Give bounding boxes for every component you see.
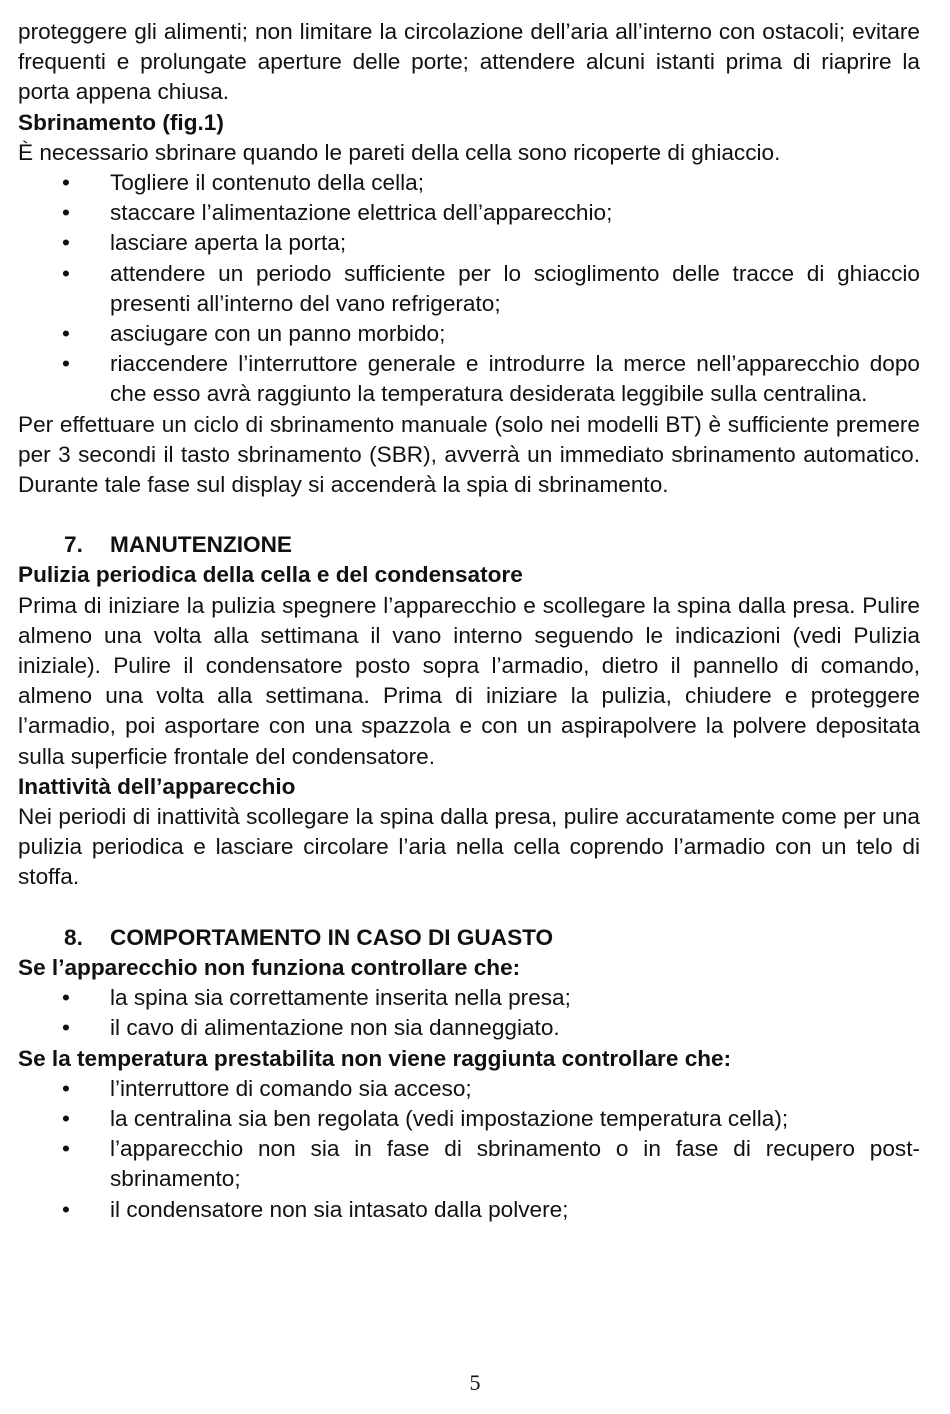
list-item-text: la centralina sia ben regolata (vedi impostazione temperatura cella); [110, 1105, 789, 1131]
manual-defrost-paragraph: Per effettuare un ciclo di sbrinamento manuale (solo nei modelli BT) è sufficiente premere per 3 secondi il tasto sbrinamento (SBR), avverrà un immediato sbrinamento automatico. Durante tale fase sul display si accenderà la spia di sbrinamento. [18, 411, 920, 498]
bullet-icon: • [62, 1196, 70, 1222]
document-page [18, 17, 920, 1225]
list-item [18, 983, 920, 1013]
bullet-icon: • [62, 321, 70, 347]
list-item-text: asciugare con un panno morbido; [110, 321, 446, 347]
defrost-intro: È necessario sbrinare quando le pareti della cella sono ricoperte di ghiaccio. [18, 139, 781, 165]
bullet-icon: • [62, 351, 70, 377]
check1-list [18, 983, 920, 1043]
list-item-text: il cavo di alimentazione non sia danneggiato. [110, 1015, 560, 1041]
list-item [18, 1195, 920, 1225]
defrost-steps-list [18, 168, 920, 410]
bullet-icon: • [62, 1075, 70, 1101]
cleaning-paragraph: Prima di iniziare la pulizia spegnere l’apparecchio e scollegare la spina dalla presa. Pulire almeno una volta alla settimana il vano interno seguendo le indicazioni (vedi Pulizia iniziale). Pulire il condensatore posto sopra l’armadio, dietro il pannello di comando, almeno una volta alla settimana. Prima di iniziare la pulizia, chiudere e proteggere l’armadio, poi asportare con una spazzola e con un aspirapolvere la polvere depositata sulla superficie frontale del condensatore. [18, 592, 920, 769]
list-item [18, 259, 920, 319]
list-item [18, 198, 920, 228]
bullet-icon: • [62, 260, 70, 286]
check2-heading: Se la temperatura prestabilita non viene raggiunta controllare che: [18, 1045, 732, 1071]
list-item-text: staccare l’alimentazione elettrica dell’apparecchio; [110, 200, 613, 226]
page-number: 5 [469, 1370, 481, 1395]
section-title-text: MANUTENZIONE [110, 532, 292, 558]
section-8-title [18, 923, 920, 953]
list-item [18, 1074, 920, 1104]
list-item [18, 1104, 920, 1134]
list-item-text: lasciare aperta la porta; [110, 230, 347, 256]
list-item [18, 228, 920, 258]
list-item-text: l’apparecchio non sia in fase di sbrinamento o in fase di recupero post-sbrinamento; [110, 1136, 920, 1192]
list-item [18, 1013, 920, 1043]
section-title-text: COMPORTAMENTO IN CASO DI GUASTO [110, 924, 554, 950]
bullet-icon: • [62, 985, 70, 1011]
section-number: 8. [64, 924, 83, 950]
bullet-icon: • [62, 200, 70, 226]
list-item-text: Togliere il contenuto della cella; [110, 170, 424, 196]
check1-heading: Se l’apparecchio non funziona controllare che: [18, 954, 521, 980]
inactivity-paragraph: Nei periodi di inattività scollegare la spina dalla presa, pulire accuratamente come per una pulizia periodica e lasciare circolare l’aria nella cella coprendo l’armadio con un telo di stoffa. [18, 804, 920, 890]
list-item [18, 319, 920, 349]
bullet-icon: • [62, 230, 70, 256]
list-item [18, 1134, 920, 1194]
check2-list [18, 1074, 920, 1225]
inactivity-heading: Inattività dell’apparecchio [18, 773, 296, 799]
section-7-title [18, 530, 920, 560]
list-item [18, 349, 920, 409]
bullet-icon: • [62, 170, 70, 196]
bullet-icon: • [62, 1015, 70, 1041]
bullet-icon: • [62, 1136, 70, 1162]
list-item [18, 168, 920, 198]
list-item-text: attendere un periodo sufficiente per lo scioglimento delle tracce di ghiaccio presenti all’interno del vano refrigerato; [110, 260, 920, 316]
bullet-icon: • [62, 1105, 70, 1131]
list-item-text: la spina sia correttamente inserita nella presa; [110, 985, 571, 1011]
defrost-heading: Sbrinamento (fig.1) [18, 109, 224, 135]
list-item-text: riaccendere l’interruttore generale e introdurre la merce nell’apparecchio dopo che esso avrà raggiunto la temperatura desiderata leggibile sulla centralina. [110, 351, 920, 407]
intro-paragraph: proteggere gli alimenti; non limitare la circolazione dell’aria all’interno con ostacoli; evitare frequenti e prolungate aperture delle porte; attendere alcuni istanti prima di riaprire la porta appena chiusa. [18, 19, 920, 105]
list-item-text: il condensatore non sia intasato dalla polvere; [110, 1196, 569, 1222]
cleaning-heading: Pulizia periodica della cella e del condensatore [18, 562, 523, 588]
section-number: 7. [64, 532, 83, 558]
list-item-text: l’interruttore di comando sia acceso; [110, 1075, 472, 1101]
